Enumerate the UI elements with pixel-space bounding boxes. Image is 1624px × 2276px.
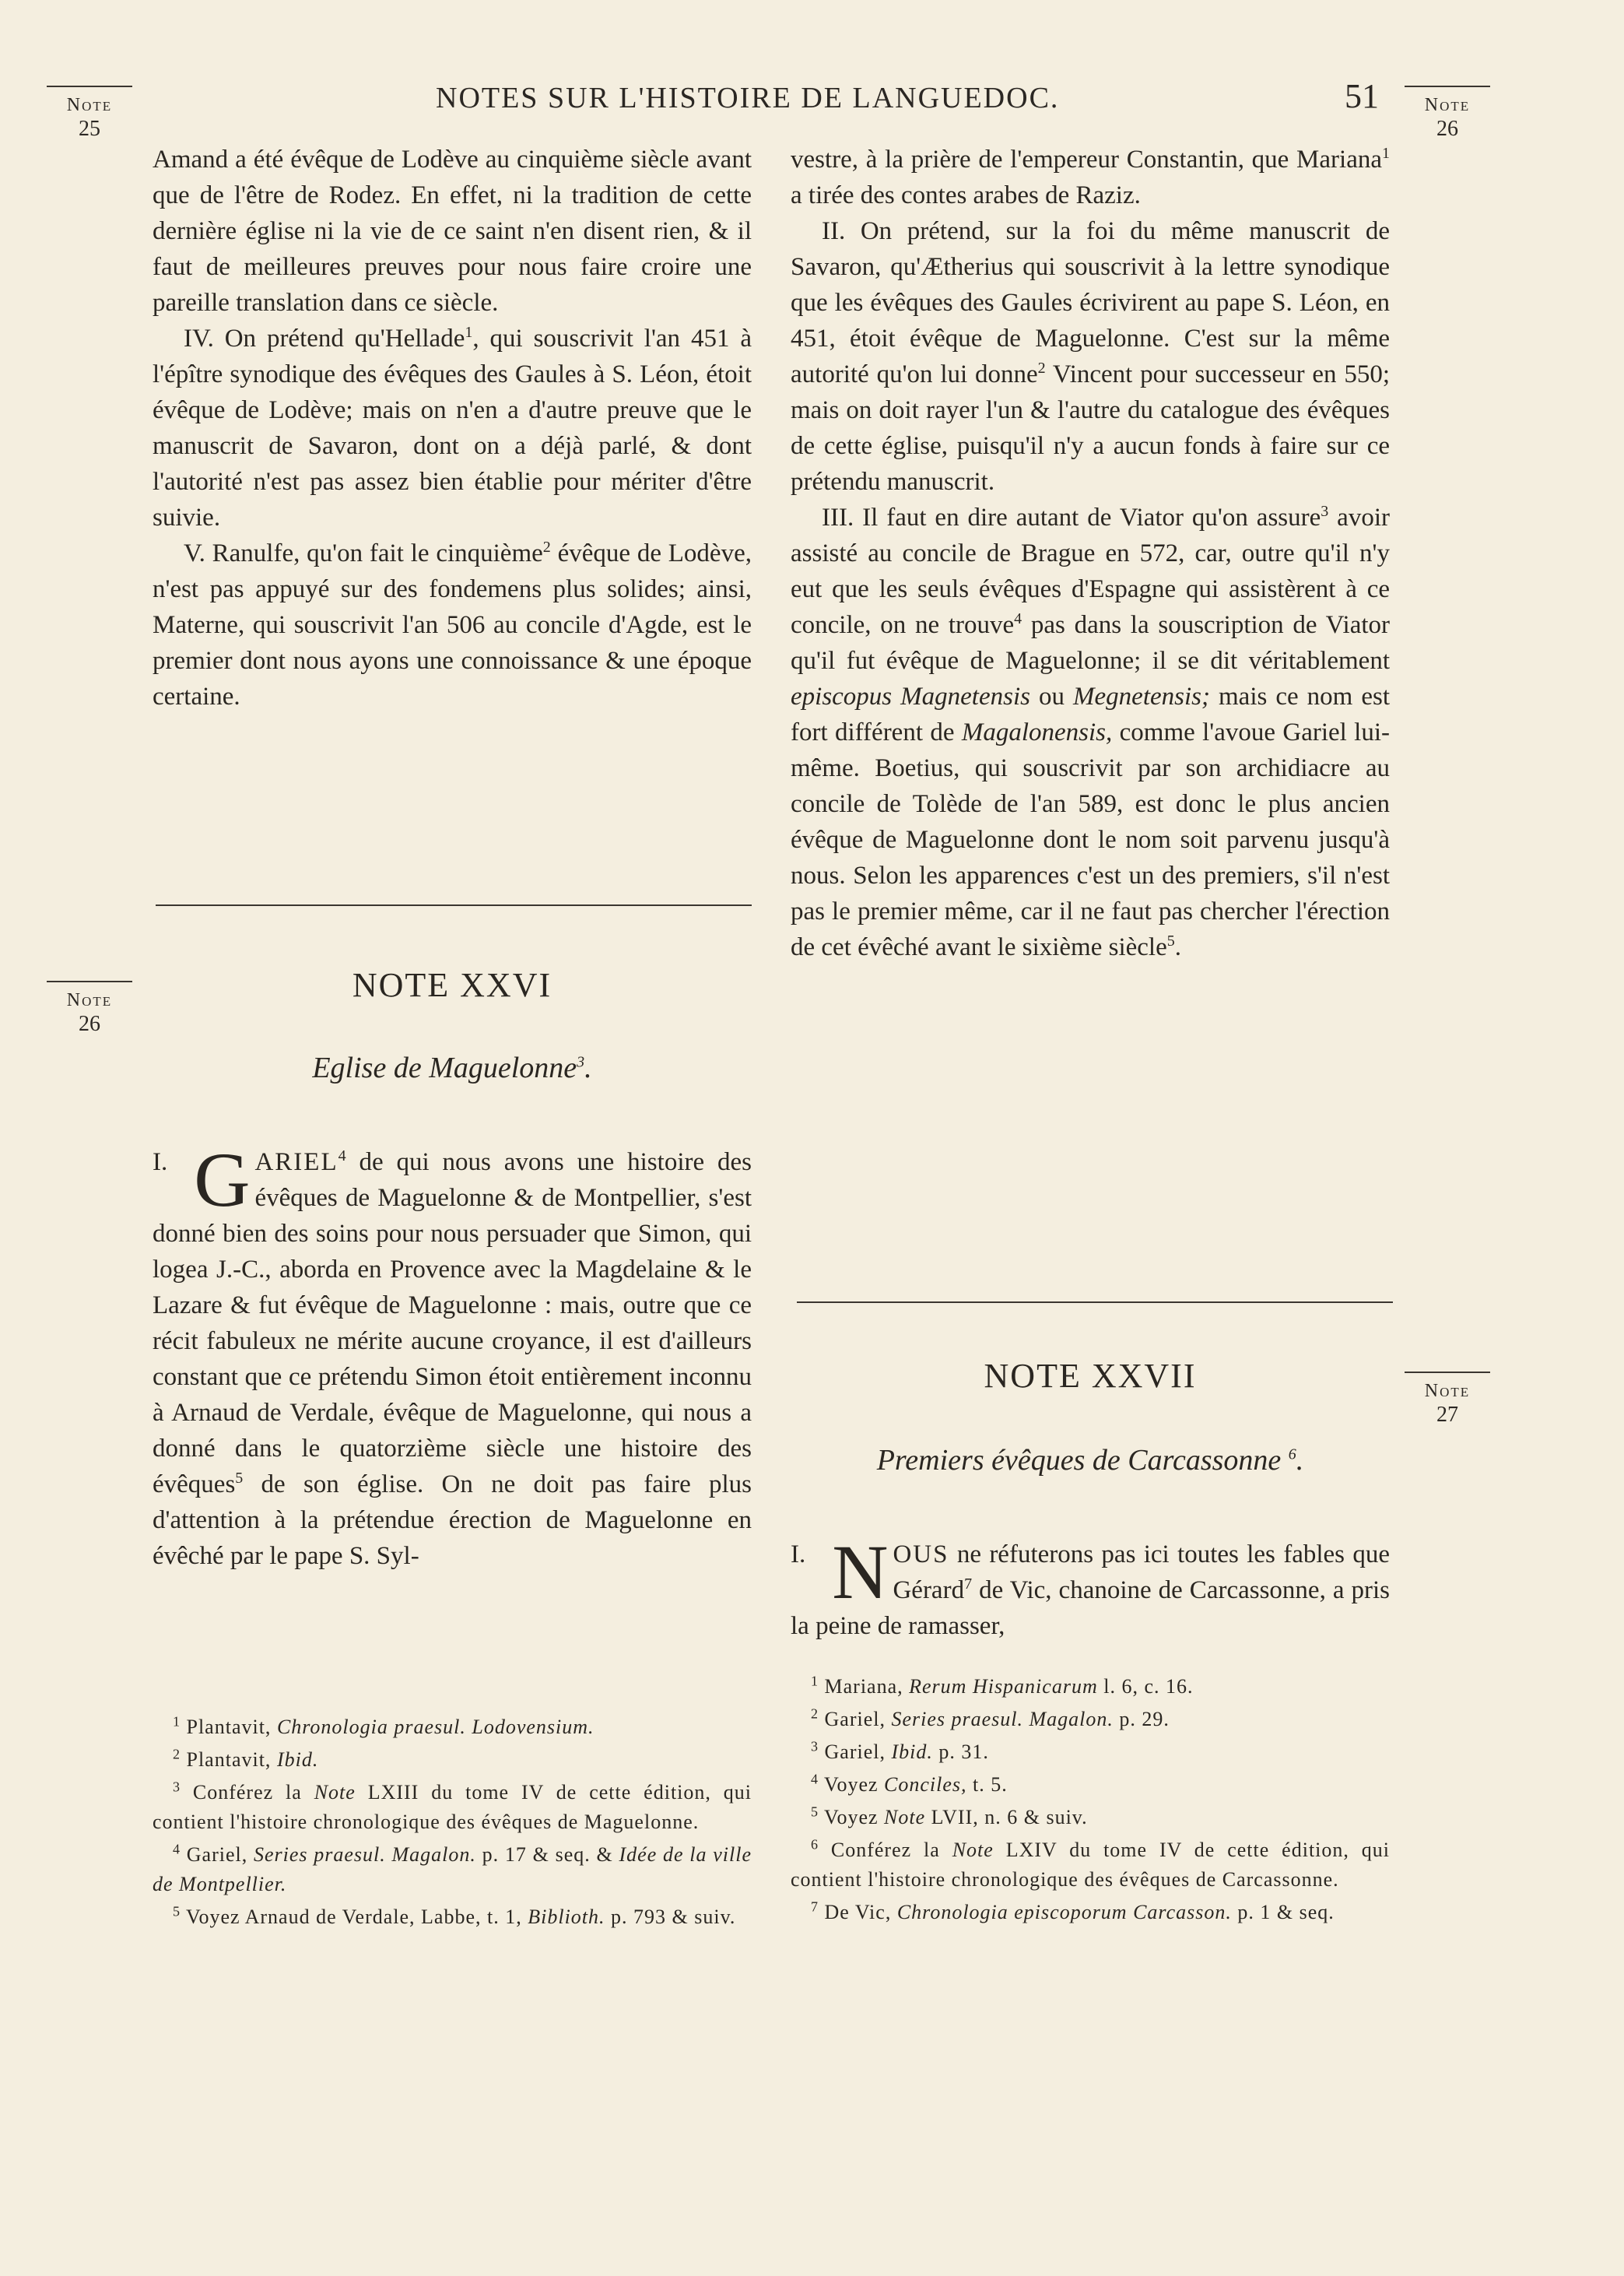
left-footnotes	[153, 1712, 752, 1935]
paragraph: III. Il faut en dire autant de Viator qu'on assure$^3$ avoir assisté au concile de Brague en 572, car, outre qu'il n'y eut que les seuls évêques d'Espagne qui assistèrent à ce concile, on ne trouve$^4$ pas dans la souscription de Viator qu'il fut évêque de Maguelonne; il se dit véritablement episcopus Magnetensis ou Megnetensis; mais ce nom est fort différent de Magalonensis, comme l'avoue Gariel lui-même. Boetius, qui souscrivit par son archidiacre au concile de Tolède de l'an 589, est donc le plus ancien évêque de Maguelonne dont le nom soit parvenu jusqu'à nous. Selon les apparences c'est un des premiers, s'il n'est pas le premier même, car il ne faut pas chercher l'érection de cet évêché avant le sixième siècle$^5$.	[791, 503, 1391, 961]
footnote: $^4$ Voyez Conciles, t. 5.	[811, 1771, 1008, 1796]
note-26-heading: NOTE XXVI	[352, 966, 552, 1004]
footnote: $^2$ Plantavit, Ibid.	[173, 1746, 319, 1771]
footnote: $^4$ Gariel, Series praesul. Magalon. p. 17 & seq. & Idée de la ville de Montpellier.	[153, 1841, 752, 1895]
note-27-body: I. N OUS ne réfuterons pas ici toutes les fables que Gérard$^7$ de Vic, chanoine de Carcassonne, a pris la peine de ramasser,	[791, 1529, 1390, 1640]
note-27-heading: NOTE XXVII	[984, 1357, 1197, 1395]
note-27-subtitle: Premiers évêques de Carcassonne $^6$.	[876, 1444, 1304, 1477]
margin-note-number: 26	[79, 1012, 100, 1036]
footnote: $^5$ Voyez Note LVII, n. 6 & suiv.	[811, 1804, 1088, 1828]
margin-note-label: Note	[1424, 1381, 1471, 1401]
note-26-body: I. G ARIEL$^4$ de qui nous avons une histoire des évêques de Maguelonne & de Montpellier, s'est donné bien des soins pour nous persuader que Simon, qui logea J.-C., aborda en Provence avec la Magdelaine & le Lazare & fut évêque de Maguelonne : mais, outre que ce récit fabuleux ne mérite aucune croyance, il est d'ailleurs constant que ce prétendu Simon étoit entièrement inconnu à Arnaud de Verdale, évêque de Maguelonne, qui nous a donné dans le quatorzième siècle une histoire des évêques$^5$ de son église. On ne doit pas faire plus d'attention à la prétendue érection de Maguelonne en évêché par le pape S. Syl-	[153, 1136, 752, 1570]
page-number: 51	[1345, 77, 1379, 115]
right-footnotes	[791, 1672, 1390, 1930]
drop-cap: N	[832, 1529, 889, 1615]
margin-note-mid-right	[1405, 1372, 1490, 1428]
running-title: NOTES SUR L'HISTOIRE DE LANGUEDOC.	[436, 82, 1060, 114]
drop-cap: G	[194, 1136, 251, 1223]
footnote: $^1$ Mariana, Rerum Hispanicarum l. 6, c. 16.	[811, 1673, 1194, 1698]
footnote: $^2$ Gariel, Series praesul. Magalon. p. 29.	[811, 1705, 1170, 1730]
margin-note-number: 26	[1436, 117, 1458, 141]
right-column-text	[791, 142, 1390, 965]
margin-note-number: 27	[1436, 1403, 1458, 1427]
footnote: $^3$ Gariel, Ibid. p. 31.	[811, 1738, 989, 1763]
paragraph: Amand a été évêque de Lodève au cinquième siècle avant que de l'être de Rodez. En effet, ni la tradition de cette dernière église ni la vie de ce saint n'en disent rien, & il faut de meilleures preuves pour nous faire croire une pareille translation dans ce siècle.	[153, 146, 752, 317]
paragraph: vestre, à la prière de l'empereur Constantin, que Mariana$^1$ a tirée des contes arabes de Raziz.	[791, 145, 1390, 209]
paragraph: II. On prétend, sur la foi du même manuscrit de Savaron, qu'Ætherius qui souscrivit à la lettre synodique que les évêques des Gaules écrivirent au pape S. Léon, en 451, étoit évêque de Maguelonne. C'est sur la même autorité qu'on lui donne$^2$ Vincent pour successeur en 550; mais on doit rayer l'un & l'autre du catalogue des évêques de cette église, puisqu'il n'y a aucun fonds à faire sur ce prétendu manuscrit.	[791, 217, 1391, 496]
footnote: $^7$ De Vic, Chronologia episcoporum Carcasson. p. 1 & seq.	[811, 1898, 1335, 1923]
margin-note-label: Note	[66, 990, 113, 1010]
section-divider	[156, 904, 752, 906]
margin-note-label: Note	[1424, 95, 1471, 115]
margin-note-label: Note	[66, 95, 113, 115]
footnote: $^1$ Plantavit, Chronologia praesul. Lodovensium.	[173, 1713, 595, 1738]
left-column-text	[153, 142, 752, 715]
paragraph: IV. On prétend qu'Hellade$^1$, qui souscrivit l'an 451 à l'épître synodique des évêques des Gaules à S. Léon, étoit évêque de Lodève; mais on n'en a d'autre preuve que le manuscrit de Savaron, dont on a déjà parlé, & dont l'autorité n'est pas assez bien établie pour mériter d'être suivie.	[153, 324, 752, 532]
margin-note-top-right	[1405, 86, 1490, 142]
footnote: $^3$ Conférez la Note LXIII du tome IV de cette édition, qui contient l'histoire chronologique des évêques de Maguelonne.	[153, 1779, 752, 1833]
paragraph: V. Ranulfe, qu'on fait le cinquième$^2$ évêque de Lodève, n'est pas appuyé sur des fondemens plus solides; ainsi, Materne, qui souscrivit l'an 506 au concile d'Agde, est le premier dont nous ayons une connoissance & une époque certaine.	[153, 539, 752, 711]
margin-note-mid-left	[47, 981, 132, 1037]
note-26-subtitle: Eglise de Maguelonne$^3$.	[312, 1052, 592, 1084]
section-divider	[797, 1301, 1393, 1303]
footnote: $^6$ Conférez la Note LXIV du tome IV de cette édition, qui contient l'histoire chronologique des évêques de Carcassonne.	[791, 1836, 1390, 1891]
margin-note-number: 25	[79, 117, 100, 141]
margin-note-top-left	[47, 86, 132, 142]
footnote: $^5$ Voyez Arnaud de Verdale, Labbe, t. 1, Biblioth. p. 793 & suiv.	[173, 1903, 736, 1928]
